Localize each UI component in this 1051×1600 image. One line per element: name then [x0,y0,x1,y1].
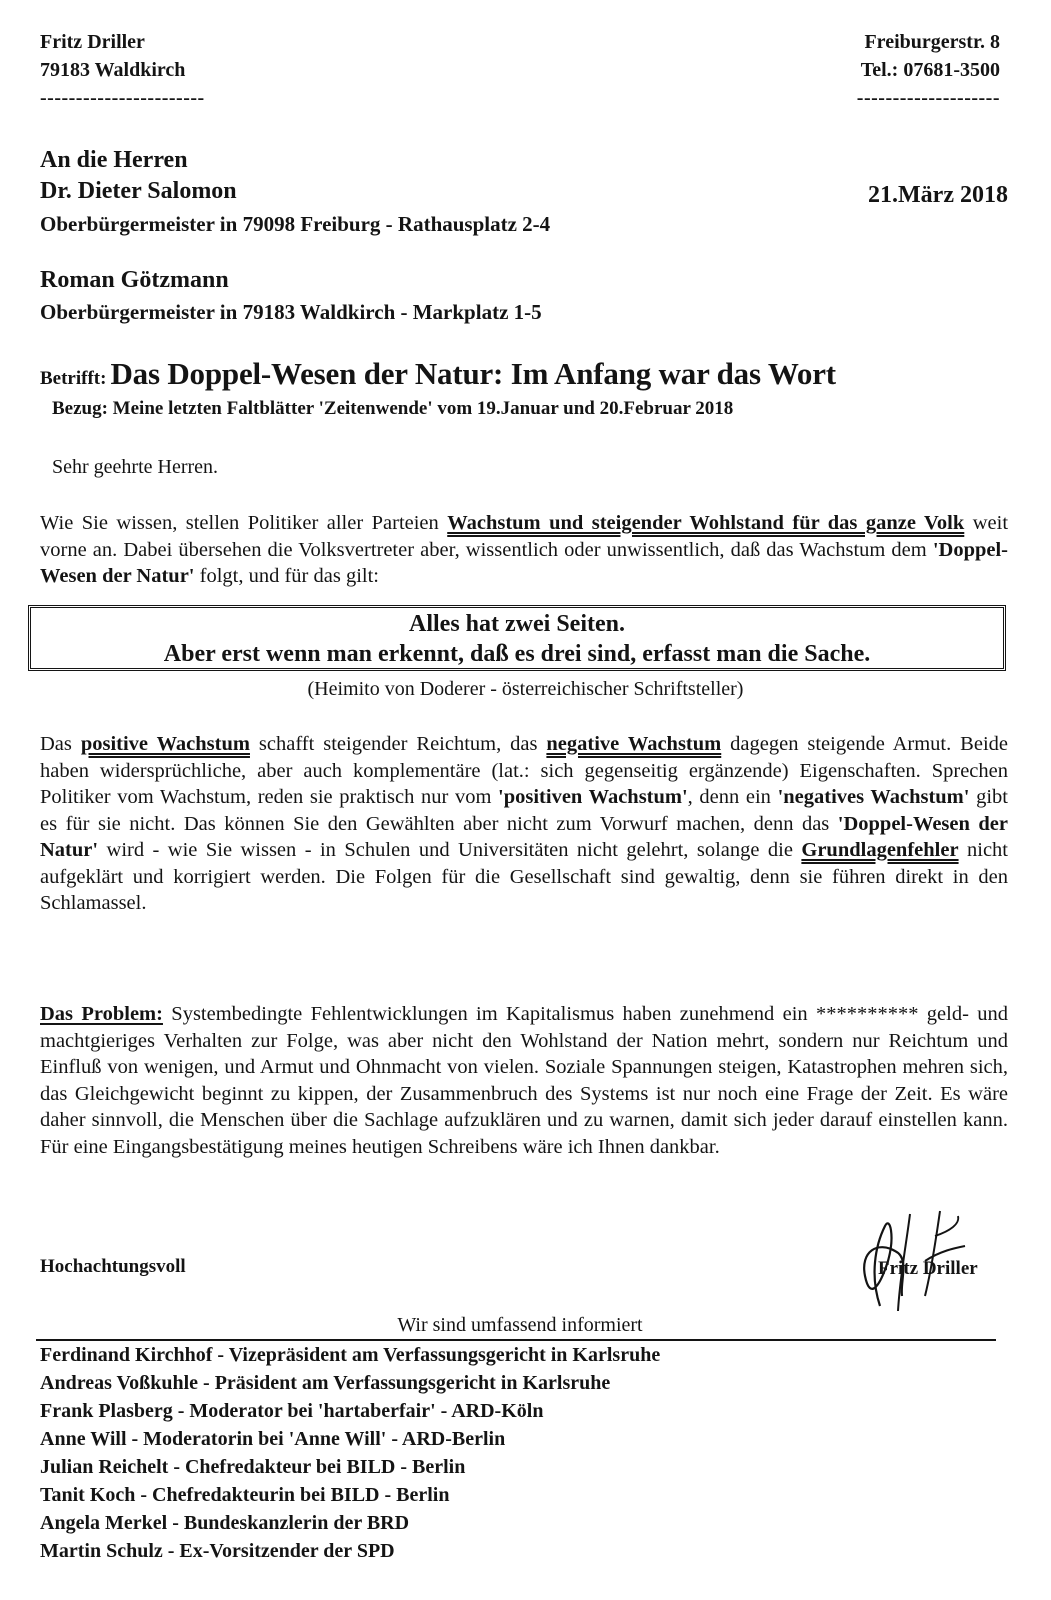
subject-reference: Bezug: Meine letzten Faltblätter 'Zeitenwende' vom 19.Januar und 20.Februar 2018 [52,398,734,419]
p2-negative-quoted: 'negatives Wachstum' [777,786,970,808]
signature-name: Fritz Driller [878,1258,978,1279]
quote-line-1: Alles hat zwei Seiten. [409,611,625,637]
cc-heading: Wir sind umfassend informiert [397,1314,643,1336]
p1-text-c: weit vorne an. Dabei übersehen die Volksvertreter aber, wissentlich oder unwissentlich, daß das Wachstum dem [40,512,1009,561]
p2-text-m: nicht aufgeklärt und korrigiert werden. Die Folgen für die Gesellschaft sind gewaltig, denn sie führen direkt in den Schlamassel. [40,839,1008,914]
recipient-1-title: Oberbürgermeister in 79098 Freiburg - Rathausplatz 2-4 [40,212,551,236]
sender-dashes-right: -------------------- [856,87,1000,109]
greeting: Sehr geehrte Herren. [52,456,219,478]
letter-date: 21.März 2018 [868,182,1008,208]
p1-doppel-wesen: 'Doppel-Wesen der Natur' [40,538,1008,587]
p2-text-k: wird - wie Sie wissen - in Schulen und Universitäten nicht gelehrt, solange die [98,839,802,861]
sender-address-block [857,28,1000,112]
recipient-2-name: Roman Götzmann [40,267,229,293]
p1-text-a: Wie Sie wissen, stellen Politiker aller Parteien [40,512,448,534]
sender-block [40,28,205,112]
subject-line [40,356,836,392]
cc-item: Ferdinand Kirchhof - Vizepräsident am Verfassungsgericht in Karlsruhe [40,1344,661,1366]
paragraph-growth [40,731,1008,917]
sender-street: Freiburgerstr. 8 [864,31,1000,53]
subject-text: Das Doppel-Wesen der Natur: Im Anfang war das Wort [110,356,836,391]
subject-label: Betrifft: [40,368,107,389]
cc-item: Julian Reichelt - Chefredakteur bei BILD - Berlin [40,1456,466,1478]
p2-text-i: gibt es für sie nicht. Das können Sie den Gewählten aber nicht zum Vorwurf machen, denn das [40,786,1008,835]
cc-item: Tanit Koch - Chefredakteurin bei BILD - Berlin [40,1484,450,1506]
cc-item: Martin Schulz - Ex-Vorsitzender der SPD [40,1540,395,1562]
closing: Hochachtungsvoll [40,1256,186,1277]
cc-item: Anne Will - Moderatorin bei 'Anne Will' - ARD-Berlin [40,1428,506,1450]
p1-highlight-growth: Wachstum und steigender Wohlstand für das ganze Volk [447,512,965,534]
paragraph-intro [40,510,1008,590]
sender-city: 79183 Waldkirch [40,59,186,81]
paragraph-problem [40,1001,1008,1160]
quote-line-2: Aber erst wenn man erkennt, daß es drei sind, erfasst man die Sache. [163,641,871,667]
sender-name: Fritz Driller [40,31,145,53]
recipient-2-title: Oberbürgermeister in 79183 Waldkirch - Markplatz 1-5 [40,300,542,324]
cc-item: Andreas Voßkuhle - Präsident am Verfassungsgericht in Karlsruhe [40,1372,611,1394]
p2-text-e: dagegen steigende Armut. Beide haben widersprüchliche, aber auch komplementäre (lat.: sich gegenseitig ergänzende) Eigenschaften. Sprechen Politiker vom Wachstum, reden sie praktisch nur vom [40,733,1008,808]
cc-item: Frank Plasberg - Moderator bei 'hartaberfair' - ARD-Köln [40,1400,544,1422]
quote-attribution: (Heimito von Doderer - österreichischer Schriftsteller) [307,678,744,700]
sender-dashes: ----------------------- [40,87,205,109]
quote-box [28,605,1006,671]
recipient-head: An die Herren [40,147,188,173]
recipient-1-name: Dr. Dieter Salomon [40,178,237,204]
sender-phone: Tel.: 07681-3500 [860,59,1000,81]
p3-text: Systembedingte Fehlentwicklungen im Kapitalismus haben zunehmend ein ********** geld- und machtgieriges Verhalten zur Folge, was aber nicht den Wohlstand der Nation mehrt, sondern nur Reichtum und Einfluß von wenigen, und Armut und Ohnmacht von vielen. Soziale Spannungen steigen, Katastrophen mehren sich, das Gleichgewicht beginnt zu kippen, der Zusammenbruch des Systems ist nur noch eine Frage der Zeit. Es wäre daher sinnvoll, die Menschen über die Sachlage aufzuklären und zu warnen, damit sich jeder darauf einstellen kann. Für eine Eingangsbestätigung meines heutigen Schreibens wäre ich Ihnen dankbar. [40,1003,1008,1158]
p2-doppel-wesen: 'Doppel-Wesen der Natur' [40,812,1008,861]
p2-negative-growth: negative Wachstum [546,733,722,755]
p2-positive-growth: positive Wachstum [80,733,250,755]
p2-text-c: schafft steigender Reichtum, das [249,733,547,755]
p2-text-g: , denn ein [687,786,778,808]
p2-positive-quoted: 'positiven Wachstum' [498,786,688,808]
p2-grundlagenfehler: Grundlagenfehler [801,839,959,861]
signature [840,1206,1020,1326]
p2-text-a: Das [40,733,81,755]
p3-label: Das Problem: [40,1003,163,1025]
cc-item: Angela Merkel - Bundeskanzlerin der BRD [40,1512,410,1534]
p1-text-e: folgt, und für das gilt: [194,565,379,587]
